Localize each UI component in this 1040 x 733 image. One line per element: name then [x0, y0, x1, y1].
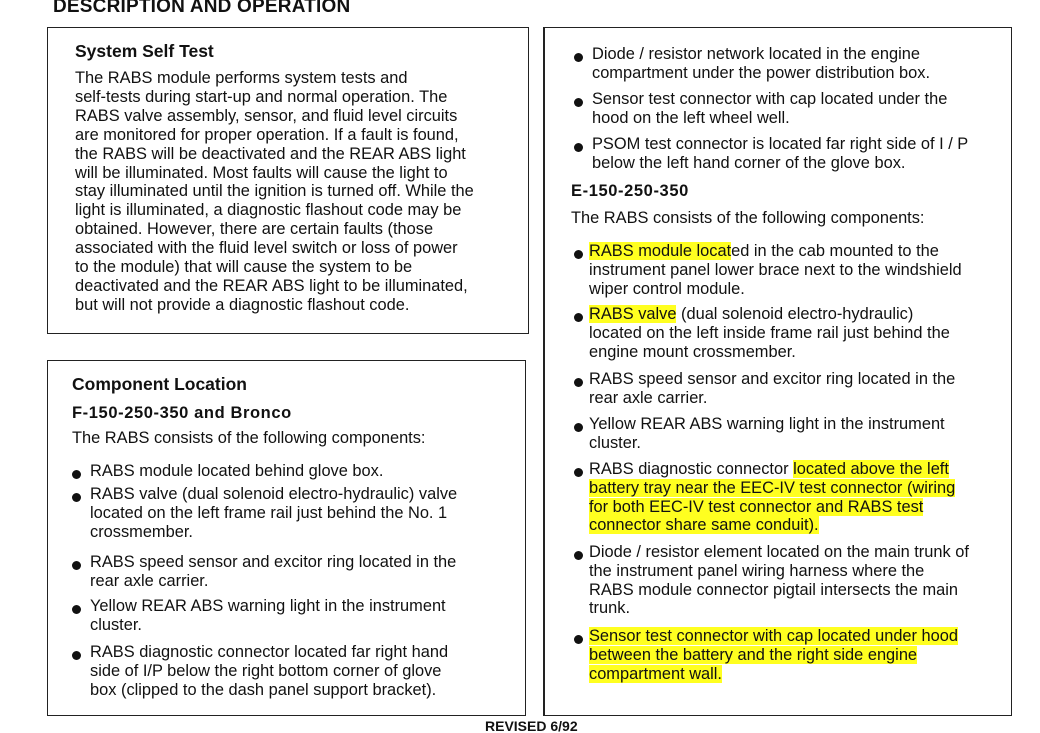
highlighter-mark: connector share same conduit). — [589, 516, 819, 535]
bullet-line: located on the left frame rail just behind the No. 1 — [90, 503, 448, 522]
bullet-line: RABS module connector pigtail intersects the main — [589, 580, 958, 599]
highlighter-mark: for both EEC-IV test connector and RABS test — [589, 497, 924, 516]
bullet-line: below the left hand corner of the glove box. — [592, 153, 906, 172]
paragraph-line: light is illuminated, a diagnostic flashout code may be — [75, 201, 462, 220]
bullet-line: RABS valve (dual solenoid electro-hydraulic) — [589, 305, 914, 323]
paragraph-line: associated with the fluid level switch or loss of power — [75, 239, 458, 258]
paragraph-line: the RABS will be deactivated and the REAR ABS light — [75, 144, 466, 163]
highlighter-mark: Sensor test connector with cap located under hood — [589, 627, 959, 645]
highlighter-mark: located above the left — [793, 460, 949, 478]
bullet-icon — [72, 651, 81, 660]
section-subtitle: E-150-250-350 — [571, 182, 689, 200]
bullet-line: Sensor test connector with cap located under the — [592, 90, 948, 108]
bullet-line: crossmember. — [90, 522, 193, 541]
bullet-line: RABS speed sensor and excitor ring located in the — [90, 553, 457, 571]
intro-line: The RABS consists of the following components: — [571, 209, 925, 227]
bullet-line: RABS speed sensor and excitor ring located in the — [589, 370, 956, 388]
bullet-line: hood on the left wheel well. — [592, 108, 790, 127]
bullet-line: rear axle carrier. — [589, 388, 708, 407]
paragraph-line: will be illuminated. Most faults will cause the light to — [75, 163, 448, 182]
intro-line: The RABS consists of the following components: — [72, 429, 426, 447]
paragraph-line: deactivated and the REAR ABS light to be illuminated, — [75, 276, 468, 295]
bullet-line: RABS diagnostic connector located far right hand — [90, 643, 449, 661]
bullet-line: Yellow REAR ABS warning light in the instrument — [589, 415, 945, 433]
paragraph-line: but will not provide a diagnostic flashout code. — [75, 295, 410, 314]
bullet-icon — [574, 250, 583, 259]
bullet-icon — [72, 470, 81, 479]
paragraph-line: obtained. However, there are certain faults (those — [75, 220, 434, 239]
bullet-line: trunk. — [589, 599, 630, 618]
bullet-line: engine mount crossmember. — [589, 342, 796, 361]
bullet-line — [589, 479, 955, 498]
bullet-line: Diode / resistor element located on the main trunk of — [589, 543, 969, 561]
bullet-icon — [72, 561, 81, 570]
bullet-icon — [574, 468, 583, 477]
revision-footer: REVISED 6/92 — [485, 718, 578, 733]
section-header: DESCRIPTION AND OPERATION — [53, 0, 351, 17]
bullet-line: rear axle carrier. — [90, 571, 209, 590]
bullet-line: RABS diagnostic connector located above the left — [589, 460, 949, 478]
bullet-icon — [574, 98, 583, 107]
paragraph-line: self-tests during start-up and normal operation. The — [75, 87, 448, 106]
paragraph-line: RABS valve assembly, sensor, and fluid level circuits — [75, 106, 458, 125]
bullet-line: wiper control module. — [589, 279, 745, 298]
section-title: Component Location — [72, 374, 247, 394]
bullet-line — [589, 516, 819, 535]
bullet-icon — [72, 493, 81, 502]
paragraph-line: The RABS module performs system tests and — [75, 69, 408, 87]
bullet-line: compartment under the power distribution box. — [592, 63, 931, 82]
bullet-line: PSOM test connector is located far right side of I / P — [592, 135, 969, 153]
bullet-icon — [574, 53, 583, 62]
bullet-line — [589, 627, 958, 646]
bullet-line: located on the left inside frame rail just behind the — [589, 323, 950, 342]
highlighter-mark: RABS valve — [589, 305, 677, 323]
bullet-icon — [574, 378, 583, 387]
bullet-line: instrument panel lower brace next to the windshield — [589, 260, 962, 279]
paragraph-line: are monitored for proper operation. If a fault is found, — [75, 125, 459, 144]
bullet-line: RABS module located in the cab mounted to the — [589, 242, 939, 260]
bullet-line — [589, 646, 917, 665]
bullet-icon — [574, 423, 583, 432]
bullet-line: box (clipped to the dash panel support bracket). — [90, 680, 437, 699]
bullet-icon — [574, 313, 583, 322]
bullet-line — [589, 665, 722, 684]
bullet-line: Diode / resistor network located in the engine — [592, 45, 920, 63]
highlighter-mark: battery tray near the EEC-IV test connector (wiring — [589, 478, 956, 497]
bullet-line: RABS valve (dual solenoid electro-hydraulic) valve — [90, 485, 458, 503]
bullet-icon — [574, 143, 583, 152]
bullet-icon — [72, 605, 81, 614]
bullet-line: side of I/P below the right bottom corner of glove — [90, 661, 442, 680]
section-title: System Self Test — [75, 41, 214, 61]
bullet-line: cluster. — [589, 433, 641, 452]
paragraph-line: to the module) that will cause the system to be — [75, 258, 413, 276]
bullet-icon — [574, 635, 583, 644]
highlighter-mark: RABS module locat — [589, 242, 732, 260]
bullet-line: the instrument panel wiring harness where the — [589, 561, 925, 580]
section-subtitle: F-150-250-350 and Bronco — [72, 404, 292, 422]
highlighter-mark: between the battery and the right side engine — [589, 645, 918, 664]
bullet-line: cluster. — [90, 615, 142, 634]
bullet-line: Yellow REAR ABS warning light in the instrument — [90, 597, 446, 615]
bullet-icon — [574, 551, 583, 560]
bullet-line: RABS module located behind glove box. — [90, 462, 384, 480]
paragraph-line: stay illuminated until the ignition is turned off. While the — [75, 182, 474, 201]
bullet-line — [589, 498, 923, 517]
highlighter-mark: compartment wall. — [589, 664, 722, 683]
